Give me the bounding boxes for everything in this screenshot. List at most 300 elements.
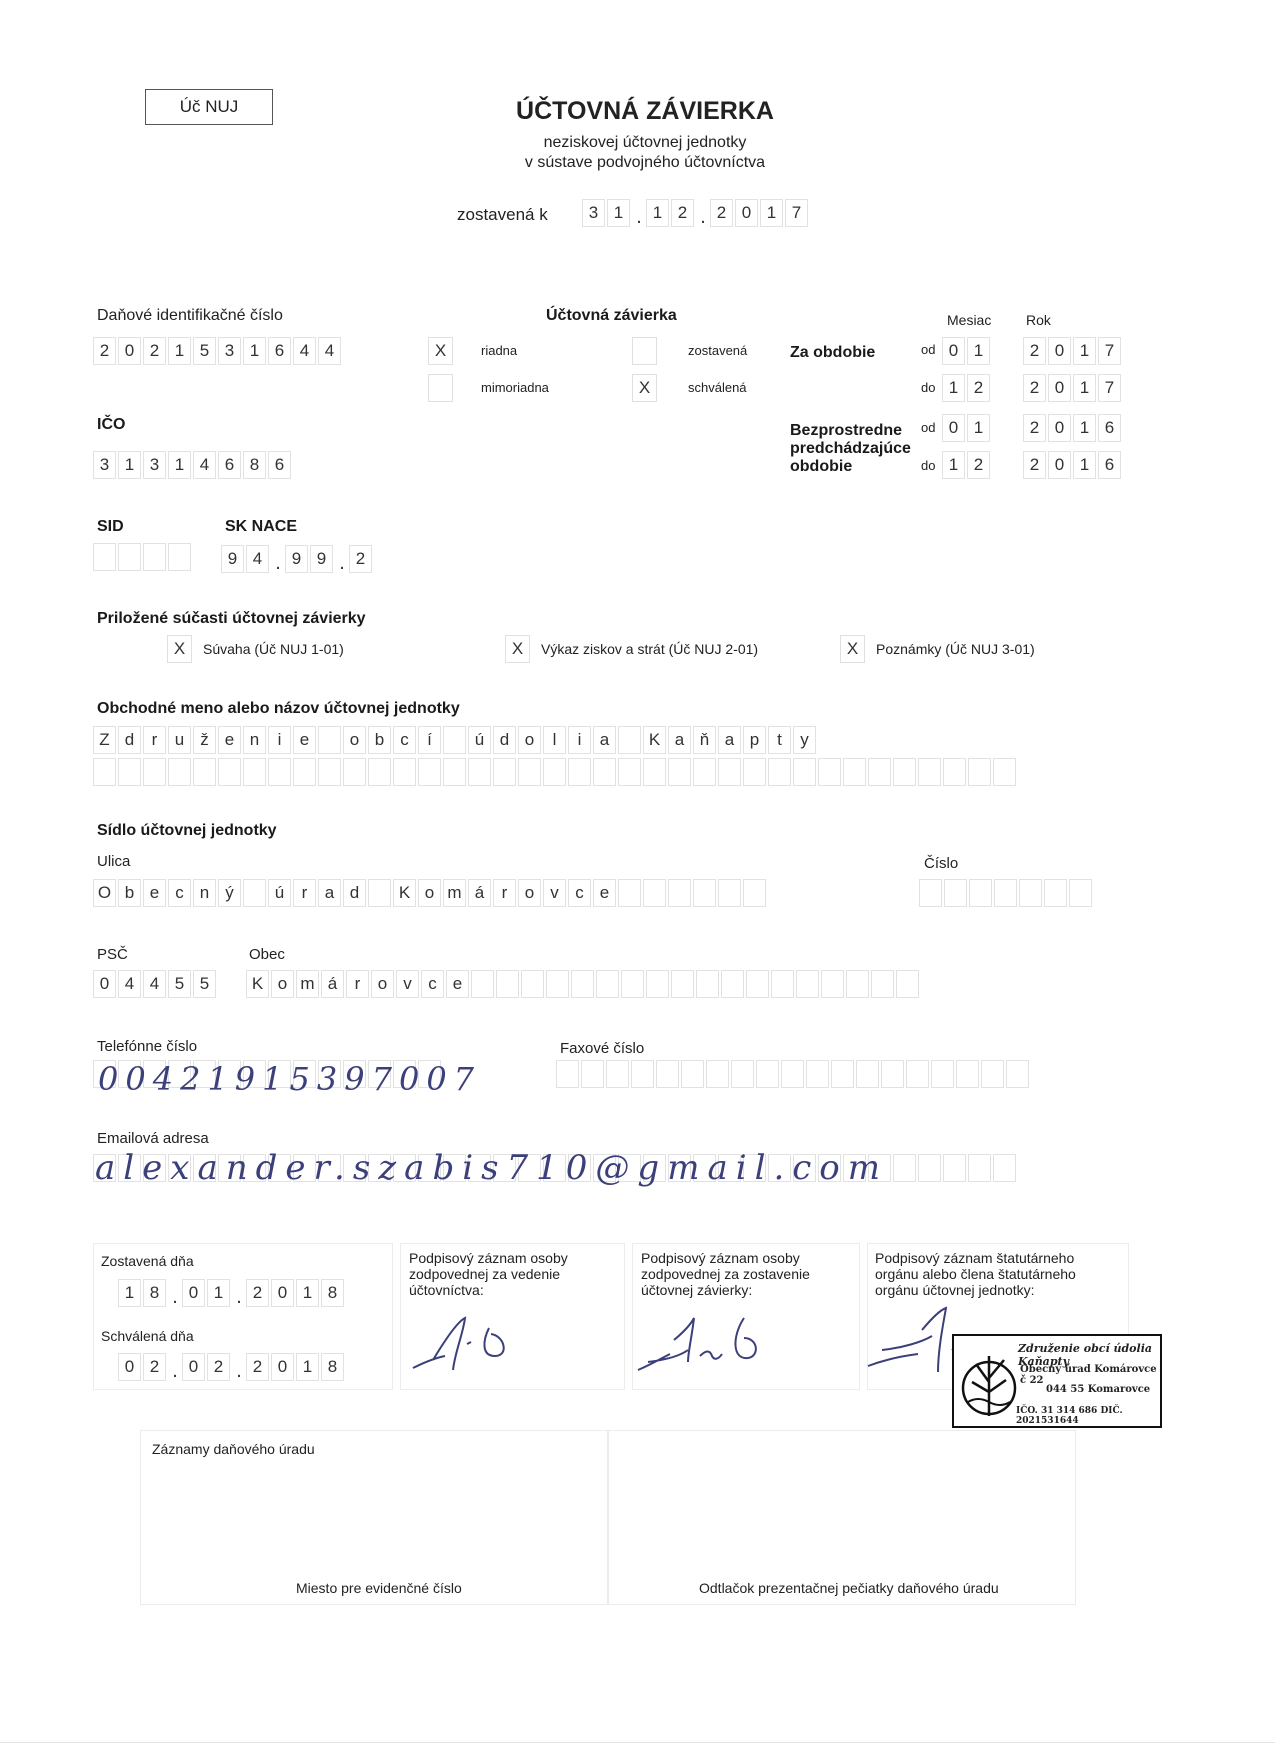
street-char: o	[518, 879, 541, 907]
sig2-label-1: Podpisový záznam osoby	[641, 1250, 800, 1266]
name-char: o	[518, 726, 541, 754]
city-char	[671, 970, 694, 998]
sid-label: SID	[97, 518, 124, 535]
year-digit: 1	[1073, 414, 1096, 442]
month-digit: 0	[942, 414, 965, 442]
name-char: t	[768, 726, 791, 754]
date-digit: 0	[182, 1279, 205, 1307]
tax-id-digit: 2	[93, 337, 116, 365]
fax-cell	[931, 1060, 954, 1088]
psc-digit: 0	[93, 970, 116, 998]
year-digit: 2	[1023, 374, 1046, 402]
name-char: c	[393, 726, 416, 754]
name-char: Z	[93, 726, 116, 754]
ico-digit: 8	[243, 451, 266, 479]
date-separator: .	[636, 206, 642, 228]
month-header: Mesiac	[947, 312, 992, 328]
name-char	[218, 758, 241, 786]
name-char	[418, 758, 441, 786]
previous-from-month	[942, 414, 992, 442]
fax-cell	[656, 1060, 679, 1088]
name-char	[143, 758, 166, 786]
tax-id-digit: 6	[268, 337, 291, 365]
stamp-line-3: 044 55 Komarovce	[1046, 1384, 1151, 1395]
fax-cell	[781, 1060, 804, 1088]
date-digit: 1	[207, 1279, 230, 1307]
nace-field	[221, 545, 374, 573]
name-char	[868, 758, 891, 786]
name-char: u	[168, 726, 191, 754]
seat-label: Sídlo účtovnej jednotky	[97, 822, 277, 839]
name-char: l	[543, 726, 566, 754]
name-char: e	[218, 726, 241, 754]
name-char	[568, 758, 591, 786]
date-digit: 8	[143, 1279, 166, 1307]
name-char	[493, 758, 516, 786]
name-char	[318, 758, 341, 786]
ico-digit: 4	[193, 451, 216, 479]
date-digit: 2	[207, 1353, 230, 1381]
street-char: K	[393, 879, 416, 907]
compiled-date	[582, 199, 810, 227]
date-digit: 0	[735, 199, 758, 227]
city-char	[696, 970, 719, 998]
email-cell	[993, 1154, 1016, 1182]
income-statement-checkbox[interactable]: X	[505, 635, 530, 663]
number-cell	[969, 879, 992, 907]
notes-checkbox[interactable]: X	[840, 635, 865, 663]
nace-digit: 9	[221, 545, 244, 573]
date-digit: 0	[182, 1353, 205, 1381]
city-char	[771, 970, 794, 998]
signature-2	[628, 1300, 778, 1380]
year-digit: 2	[1023, 414, 1046, 442]
name-char: K	[643, 726, 666, 754]
street-char	[743, 879, 766, 907]
stamp-line-4: IČO. 31 314 686 DIČ. 2021531644	[1016, 1406, 1123, 1426]
current-to-month	[942, 374, 992, 402]
date-digit: 3	[582, 199, 605, 227]
name-char: y	[793, 726, 816, 754]
name-char	[718, 758, 741, 786]
psc-label: PSČ	[97, 946, 128, 963]
fax-cell	[981, 1060, 1004, 1088]
date-digit: 2	[710, 199, 733, 227]
year-digit: 7	[1098, 337, 1121, 365]
fax-cell	[606, 1060, 629, 1088]
compiled-as-of-label: zostavená k	[457, 205, 548, 224]
previous-from-label: od	[921, 420, 936, 435]
tax-id-digit: 2	[143, 337, 166, 365]
tax-id-digit: 0	[118, 337, 141, 365]
sid-cell	[168, 543, 191, 571]
sig1-label-3: účtovníctva:	[409, 1282, 484, 1298]
organization-stamp	[952, 1334, 1162, 1428]
month-digit: 1	[967, 414, 990, 442]
previous-from-year	[1023, 414, 1123, 442]
city-char	[821, 970, 844, 998]
month-digit: 0	[942, 337, 965, 365]
name-char: a	[593, 726, 616, 754]
street-char: O	[93, 879, 116, 907]
name-char	[968, 758, 991, 786]
approved-on-date	[118, 1353, 346, 1381]
city-char	[571, 970, 594, 998]
ico-label: IČO	[97, 416, 126, 433]
previous-period-label-3: obdobie	[790, 458, 853, 475]
psc-digit: 5	[168, 970, 191, 998]
compiled-checkbox[interactable]	[632, 337, 657, 365]
previous-period-label-2: predchádzajúce	[790, 440, 911, 457]
tax-id-label: Daňové identifikačné číslo	[97, 307, 283, 324]
date-digit: 2	[143, 1353, 166, 1381]
year-digit: 2	[1023, 451, 1046, 479]
name-char	[668, 758, 691, 786]
street-char: e	[593, 879, 616, 907]
date-digit: 8	[321, 1279, 344, 1307]
city-char: r	[346, 970, 369, 998]
name-char: i	[268, 726, 291, 754]
street-char: ý	[218, 879, 241, 907]
date-digit: 2	[246, 1353, 269, 1381]
name-char: i	[568, 726, 591, 754]
name-char: d	[493, 726, 516, 754]
date-separator: .	[172, 1360, 178, 1382]
year-header: Rok	[1026, 312, 1051, 328]
nace-digit: 2	[349, 545, 372, 573]
month-digit: 1	[942, 374, 965, 402]
city-char	[546, 970, 569, 998]
city-char	[496, 970, 519, 998]
name-char: a	[668, 726, 691, 754]
approved-on-label: Schválená dňa	[101, 1328, 194, 1344]
city-char	[746, 970, 769, 998]
name-char	[643, 758, 666, 786]
city-char	[471, 970, 494, 998]
current-to-year	[1023, 374, 1123, 402]
sid-field	[93, 543, 193, 571]
sig1-label-1: Podpisový záznam osoby	[409, 1250, 568, 1266]
approved-label: schválená	[688, 380, 747, 395]
current-from-label: od	[921, 342, 936, 357]
fax-cell	[806, 1060, 829, 1088]
nace-separator: .	[275, 552, 281, 574]
street-char	[243, 879, 266, 907]
psc-digit: 4	[143, 970, 166, 998]
street-char: e	[143, 879, 166, 907]
name-char	[468, 758, 491, 786]
fax-field-grid	[556, 1060, 1031, 1088]
name-char	[293, 758, 316, 786]
bottom-rule	[0, 1742, 1275, 1743]
city-char: o	[271, 970, 294, 998]
city-char: c	[421, 970, 444, 998]
fax-cell	[731, 1060, 754, 1088]
year-digit: 6	[1098, 451, 1121, 479]
fax-cell	[681, 1060, 704, 1088]
city-char	[796, 970, 819, 998]
psc-field	[93, 970, 218, 998]
number-cell	[944, 879, 967, 907]
fax-cell	[831, 1060, 854, 1088]
name-char	[818, 758, 841, 786]
name-char	[343, 758, 366, 786]
current-to-label: do	[921, 380, 936, 395]
fax-cell	[1006, 1060, 1029, 1088]
name-char: í	[418, 726, 441, 754]
tax-id-digit: 5	[193, 337, 216, 365]
subtitle-1: neziskovej účtovnej jednotky	[543, 134, 747, 151]
city-char: á	[321, 970, 344, 998]
street-char	[368, 879, 391, 907]
street-char: r	[293, 879, 316, 907]
street-field	[93, 879, 768, 907]
year-digit: 1	[1073, 337, 1096, 365]
attachments-label: Priložené súčasti účtovnej závierky	[97, 610, 366, 627]
city-char	[646, 970, 669, 998]
street-char: c	[568, 879, 591, 907]
name-char	[268, 758, 291, 786]
email-cell	[943, 1154, 966, 1182]
phone-value: 00421915397007	[98, 1060, 482, 1098]
email-cell	[968, 1154, 991, 1182]
current-from-year	[1023, 337, 1123, 365]
street-label: Ulica	[97, 853, 131, 870]
city-char: v	[396, 970, 419, 998]
year-digit: 1	[1073, 451, 1096, 479]
fax-cell	[856, 1060, 879, 1088]
tax-id-digit: 4	[293, 337, 316, 365]
name-char: ň	[693, 726, 716, 754]
year-digit: 0	[1048, 337, 1071, 365]
ico-digit: 6	[268, 451, 291, 479]
name-char: ú	[468, 726, 491, 754]
email-cell	[918, 1154, 941, 1182]
tax-office-panel-right	[608, 1430, 1076, 1605]
name-char	[543, 758, 566, 786]
year-digit: 0	[1048, 414, 1071, 442]
street-char: á	[468, 879, 491, 907]
street-char: n	[193, 879, 216, 907]
month-digit: 1	[967, 337, 990, 365]
date-digit: 0	[271, 1353, 294, 1381]
notes-label: Poznámky (Úč NUJ 3-01)	[876, 641, 1035, 657]
balance-sheet-checkbox[interactable]: X	[167, 635, 192, 663]
ico-digit: 3	[93, 451, 116, 479]
name-char	[443, 726, 466, 754]
sid-cell	[143, 543, 166, 571]
tax-id-field	[93, 337, 343, 365]
date-digit: 1	[607, 199, 630, 227]
sig1-label-2: zodpovednej za vedenie	[409, 1266, 561, 1282]
fax-cell	[956, 1060, 979, 1088]
street-char: ú	[268, 879, 291, 907]
street-char: v	[543, 879, 566, 907]
name-char	[943, 758, 966, 786]
current-period-label: Za obdobie	[790, 344, 876, 361]
name-char	[768, 758, 791, 786]
city-char	[871, 970, 894, 998]
sig3-label-1: Podpisový záznam štatutárneho	[875, 1250, 1075, 1266]
street-char	[643, 879, 666, 907]
extraordinary-checkbox[interactable]	[428, 374, 453, 402]
email-value: alexander.szabis710@gmail.com	[95, 1148, 889, 1188]
nace-digit: 9	[310, 545, 333, 573]
stamp-line-1: Združenie obcí údolia Kaňapty	[1018, 1342, 1153, 1368]
name-char: a	[718, 726, 741, 754]
form-code-box	[145, 89, 273, 125]
form-code: Úč NUJ	[179, 97, 239, 116]
street-char: d	[343, 879, 366, 907]
entity-name-label: Obchodné meno alebo názov účtovnej jednotky	[97, 700, 460, 717]
subtitle-2: v sústave podvojného účtovníctva	[524, 154, 766, 171]
signature-1	[405, 1300, 555, 1380]
nace-separator: .	[339, 552, 345, 574]
name-char	[168, 758, 191, 786]
tax-office-stamp-label: Odtlačok prezentačnej pečiatky daňového úradu	[699, 1580, 999, 1596]
city-char: K	[246, 970, 269, 998]
city-char	[846, 970, 869, 998]
name-char	[793, 758, 816, 786]
previous-to-month	[942, 451, 992, 479]
fax-cell	[631, 1060, 654, 1088]
name-char: r	[143, 726, 166, 754]
name-char	[593, 758, 616, 786]
statement-label: Účtovná závierka	[546, 307, 677, 324]
date-separator: .	[236, 1286, 242, 1308]
name-char: p	[743, 726, 766, 754]
street-char: c	[168, 879, 191, 907]
name-char: d	[118, 726, 141, 754]
name-char	[318, 726, 341, 754]
regular-checkbox[interactable]: X	[428, 337, 453, 365]
tax-office-records-label: Záznamy daňového úradu	[152, 1441, 315, 1457]
date-digit: 1	[646, 199, 669, 227]
name-char	[193, 758, 216, 786]
regular-label: riadna	[481, 343, 518, 358]
date-separator: .	[236, 1360, 242, 1382]
name-char	[118, 758, 141, 786]
street-char: m	[443, 879, 466, 907]
number-cell	[1019, 879, 1042, 907]
stamp-line-2: Obecný úrad Komárovce č 22	[1020, 1364, 1157, 1386]
name-char: ž	[193, 726, 216, 754]
date-digit: 2	[246, 1279, 269, 1307]
current-from-month	[942, 337, 992, 365]
number-cell	[1044, 879, 1067, 907]
previous-to-label: do	[921, 458, 936, 473]
name-char	[743, 758, 766, 786]
city-char: e	[446, 970, 469, 998]
street-char: r	[493, 879, 516, 907]
year-digit: 1	[1073, 374, 1096, 402]
nace-digit: 4	[246, 545, 269, 573]
date-separator: .	[700, 206, 706, 228]
tax-id-digit: 3	[218, 337, 241, 365]
date-digit: 0	[118, 1353, 141, 1381]
date-digit: 1	[118, 1279, 141, 1307]
year-digit: 0	[1048, 374, 1071, 402]
date-digit: 1	[760, 199, 783, 227]
fax-cell	[556, 1060, 579, 1088]
city-char	[896, 970, 919, 998]
email-cell	[893, 1154, 916, 1182]
date-digit: 0	[271, 1279, 294, 1307]
name-char: e	[293, 726, 316, 754]
tax-id-digit: 1	[168, 337, 191, 365]
phone-label: Telefónne číslo	[97, 1038, 198, 1055]
sid-cell	[118, 543, 141, 571]
nace-label: SK NACE	[225, 518, 298, 535]
city-char: o	[371, 970, 394, 998]
sig2-label-3: účtovnej závierky:	[641, 1282, 753, 1298]
city-char	[621, 970, 644, 998]
date-separator: .	[172, 1286, 178, 1308]
email-label: Emailová adresa	[97, 1130, 209, 1147]
number-field	[919, 879, 1094, 907]
street-char	[618, 879, 641, 907]
fax-cell	[581, 1060, 604, 1088]
number-cell	[919, 879, 942, 907]
entity-name-row-1	[93, 726, 818, 754]
approved-checkbox[interactable]: X	[632, 374, 657, 402]
ico-digit: 3	[143, 451, 166, 479]
name-char	[443, 758, 466, 786]
entity-name-row-2	[93, 758, 1018, 786]
year-digit: 2	[1023, 337, 1046, 365]
city-char	[596, 970, 619, 998]
nace-digit: 9	[285, 545, 308, 573]
year-digit: 7	[1098, 374, 1121, 402]
name-char	[518, 758, 541, 786]
evidence-number-label: Miesto pre evidenčné číslo	[296, 1580, 462, 1596]
fax-cell	[881, 1060, 904, 1088]
name-char	[393, 758, 416, 786]
name-char	[993, 758, 1016, 786]
compiled-on-date	[118, 1279, 346, 1307]
number-cell	[994, 879, 1017, 907]
street-char: o	[418, 879, 441, 907]
month-digit: 2	[967, 451, 990, 479]
city-char	[721, 970, 744, 998]
ico-field	[93, 451, 293, 479]
fax-cell	[706, 1060, 729, 1088]
name-char	[368, 758, 391, 786]
sid-cell	[93, 543, 116, 571]
year-digit: 0	[1048, 451, 1071, 479]
fax-cell	[906, 1060, 929, 1088]
name-char	[618, 726, 641, 754]
previous-period-label-1: Bezprostredne	[790, 422, 903, 439]
fax-cell	[756, 1060, 779, 1088]
date-digit: 8	[321, 1353, 344, 1381]
psc-digit: 5	[193, 970, 216, 998]
previous-to-year	[1023, 451, 1123, 479]
balance-sheet-label: Súvaha (Úč NUJ 1-01)	[203, 641, 344, 657]
street-char: b	[118, 879, 141, 907]
city-char: m	[296, 970, 319, 998]
compiled-label: zostavená	[688, 343, 748, 358]
name-char	[693, 758, 716, 786]
date-digit: 2	[671, 199, 694, 227]
name-char	[893, 758, 916, 786]
month-digit: 2	[967, 374, 990, 402]
name-char	[918, 758, 941, 786]
name-char	[93, 758, 116, 786]
extraordinary-label: mimoriadna	[481, 380, 549, 395]
street-char: a	[318, 879, 341, 907]
fax-label: Faxové číslo	[560, 1040, 645, 1057]
